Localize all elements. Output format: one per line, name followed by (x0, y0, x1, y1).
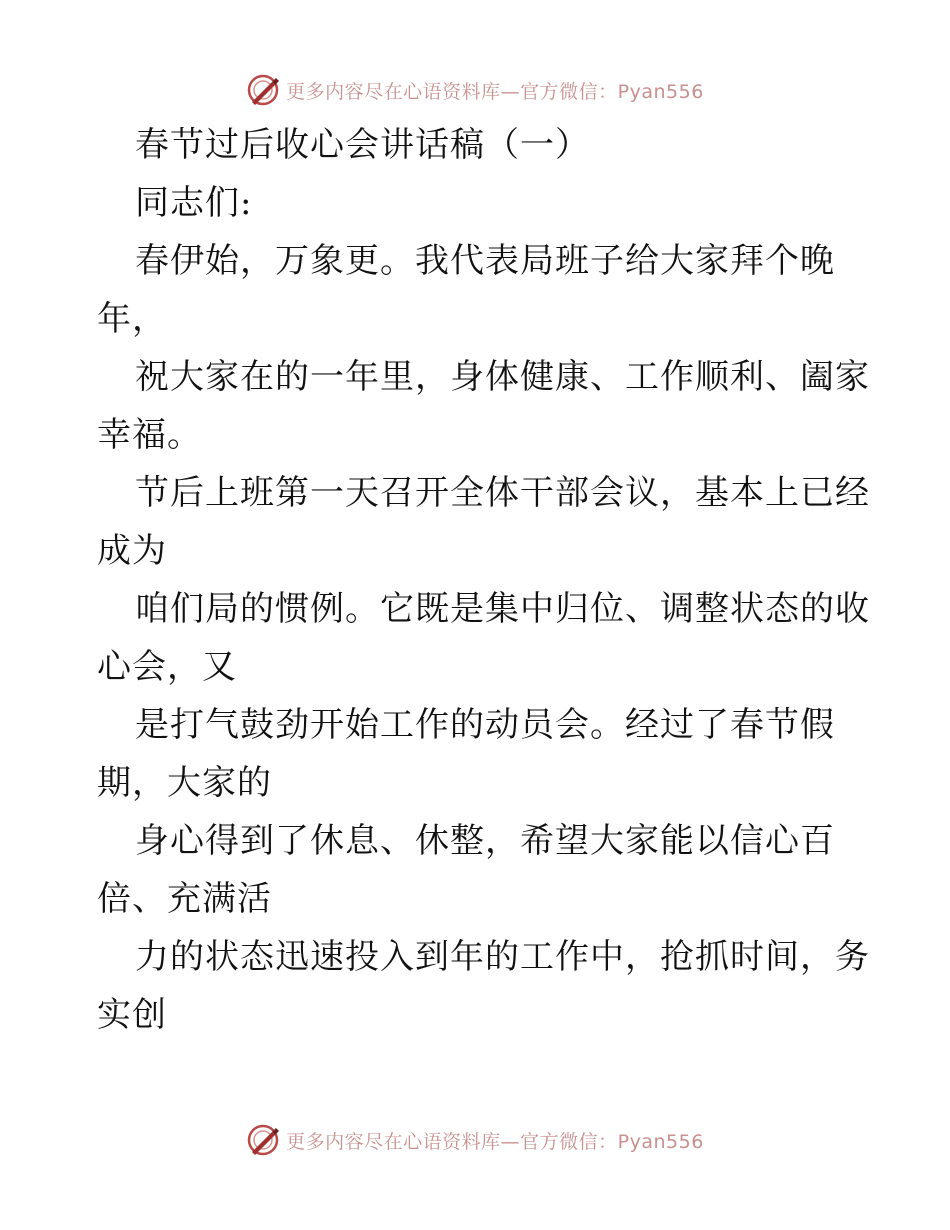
text-line: 年， (97, 299, 167, 339)
text-line: 幸福。 (97, 415, 202, 455)
text-line: 是打气鼓劲开始工作的动员会。经过了春节假 (135, 705, 835, 745)
text-line: 力的状态迅速投入到年的工作中，抢抓时间，务 (135, 937, 870, 977)
text-line: 期，大家的 (97, 763, 272, 803)
text-line: 倍、充满活 (97, 879, 272, 919)
red-pen-logo-icon (246, 1123, 280, 1157)
document-body (97, 116, 870, 1044)
watermark-text: 更多内容尽在心语资料库—官方微信：Pyan556 (286, 80, 704, 103)
watermark-text: 更多内容尽在心语资料库—官方微信：Pyan556 (286, 1130, 704, 1153)
text-line: 咱们局的惯例。它既是集中归位、调整状态的收 (135, 589, 870, 629)
text-line: 身心得到了休息、休整，希望大家能以信心百 (135, 821, 835, 861)
header-watermark (0, 70, 950, 110)
text-line: 实创 (97, 995, 167, 1035)
text-line: 成为 (97, 531, 167, 571)
text-line: 同志们: (135, 183, 253, 223)
text-line: 心会，又 (97, 647, 237, 687)
footer-watermark (0, 1120, 950, 1160)
text-line: 祝大家在的一年里，身体健康、工作顺利、阖家 (135, 357, 870, 397)
text-line: 春伊始，万象更。我代表局班子给大家拜个晚 (135, 241, 835, 281)
red-pen-logo-icon (246, 73, 280, 107)
text-line: 节后上班第一天召开全体干部会议，基本上已经 (135, 473, 870, 513)
document-title: 春节过后收心会讲话稿（一） (135, 125, 590, 165)
